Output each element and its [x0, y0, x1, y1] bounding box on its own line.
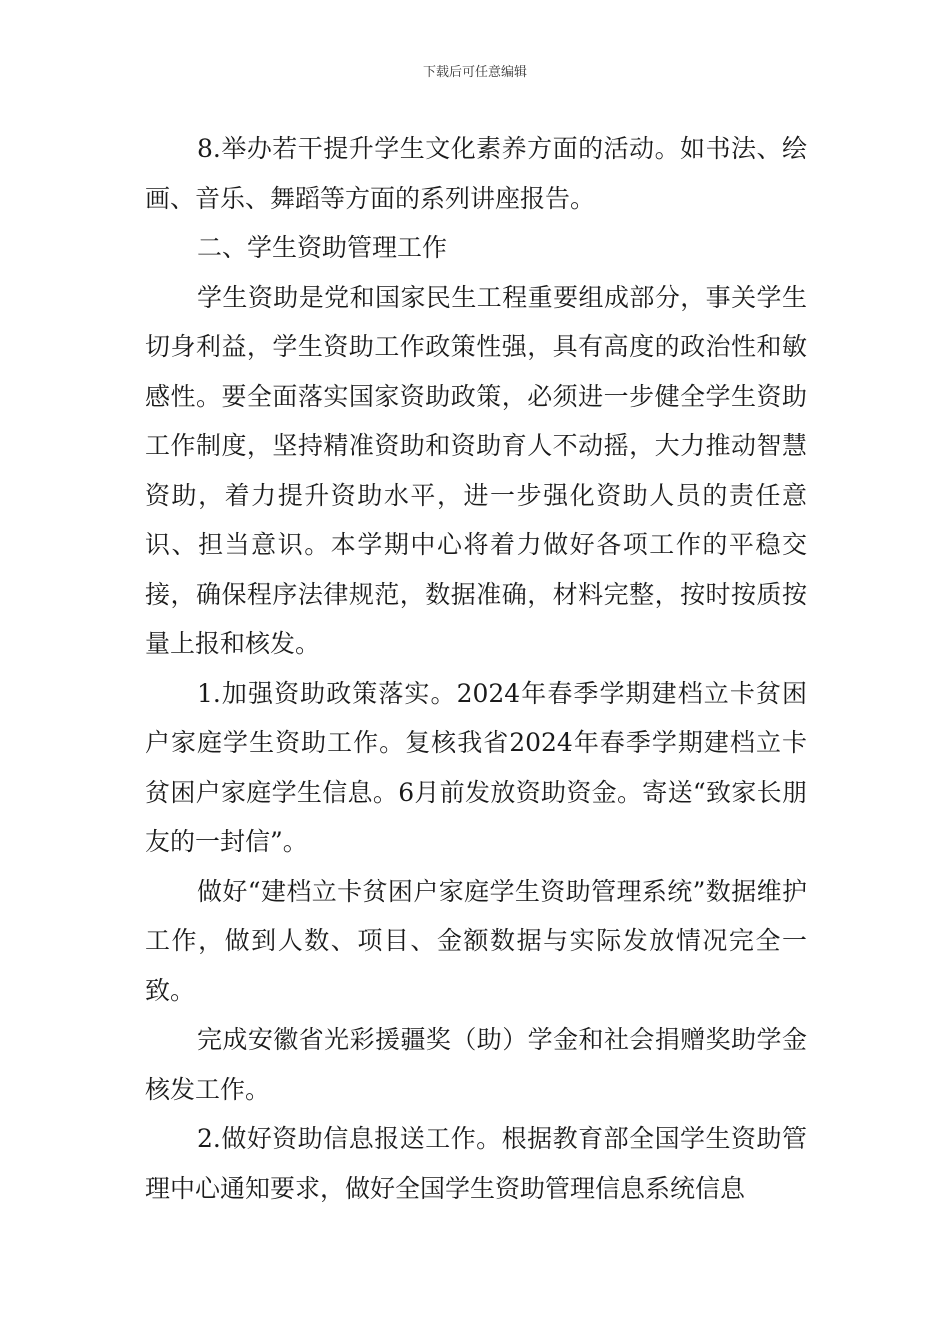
paragraph-system-maintenance: 做好“建档立卡贫困户家庭学生资助管理系统”数据维护工作，做到人数、项目、金额数据与实际发放情况完全一致。 [145, 876, 807, 1005]
page-header: 下载后可任意编辑 [422, 65, 527, 80]
section-heading: 二、学生资助管理工作 [197, 233, 448, 262]
paragraph-policy: 1.加强资助政策落实。2024年春季学期建档立卡贫困户家庭学生资助工作。复核我省2024年春季学期建档立卡贫困户家庭学生信息。6月前发放资助资金。寄送“致家长朋友的一封信”。 [145, 678, 807, 856]
paragraph-activities: 8.举办若干提升学生文化素养方面的活动。如书法、绘画、音乐、舞蹈等方面的系列讲座报告。 [145, 134, 807, 213]
paragraph-overview: 学生资助是党和国家民生工程重要组成部分，事关学生切身利益，学生资助工作政策性强，具有高度的政治性和敏感性。要全面落实国家资助政策，必须进一步健全学生资助工作制度，坚持精准资助和资助育人不动摇，大力推动智慧资助，着力提升资助水平，进一步强化资助人员的责任意识、担当意识。本学期中心将着力做好各项工作的平稳交接，确保程序法律规范，数据准确，材料完整，按时按质按量上报和核发。 [145, 282, 807, 658]
paragraph-info-reporting: 2.做好资助信息报送工作。根据教育部全国学生资助管理中心通知要求，做好全国学生资助管理信息系统信息 [145, 1124, 807, 1203]
document-body [145, 124, 807, 1213]
paragraph-scholarship: 完成安徽省光彩援疆奖（助）学金和社会捐赠奖助学金核发工作。 [145, 1025, 807, 1104]
